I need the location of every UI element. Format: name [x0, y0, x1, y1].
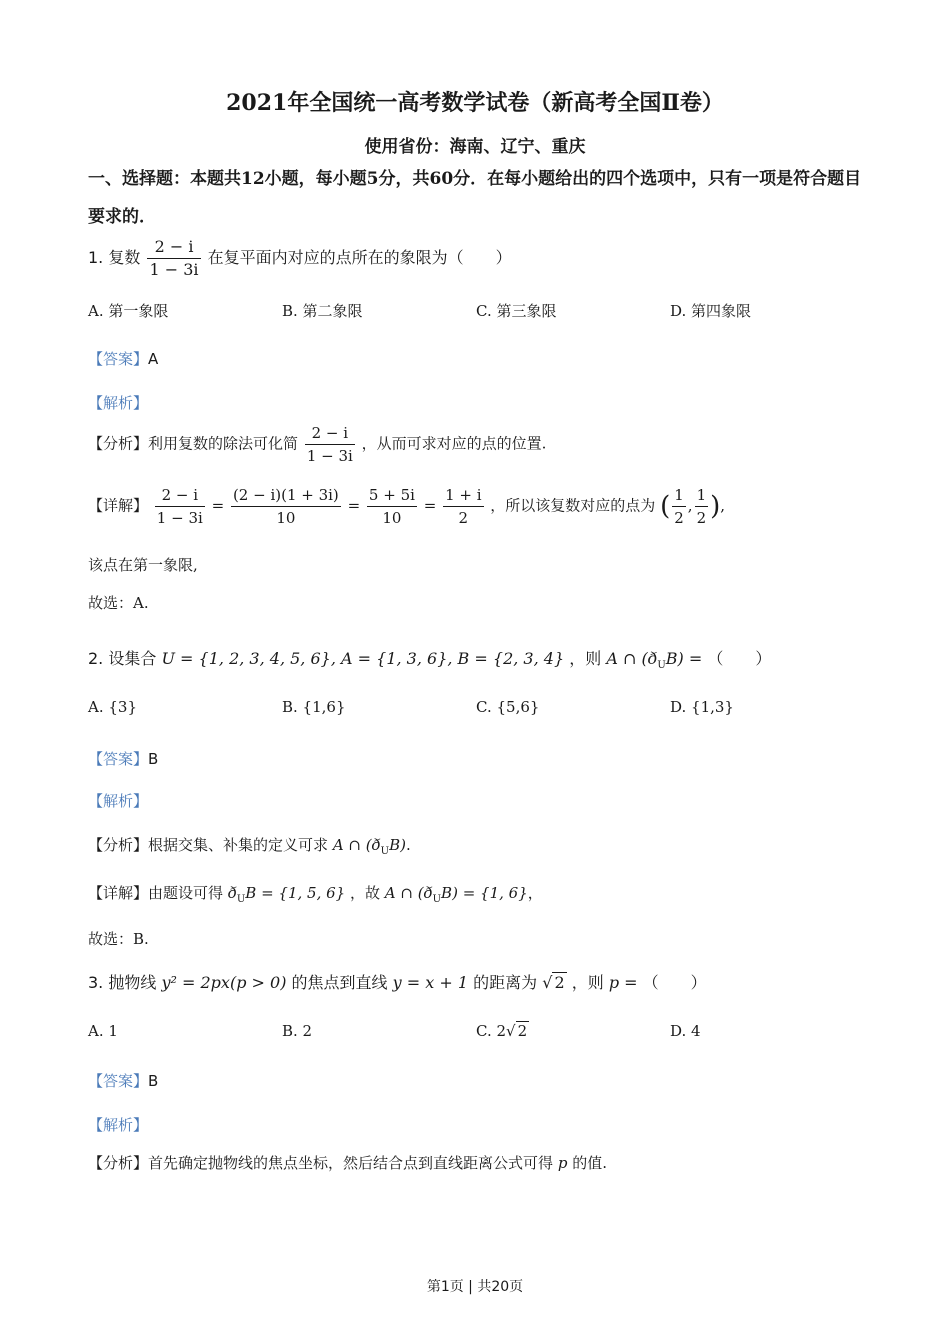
- option-b: B. 2: [282, 1022, 313, 1040]
- fraction-denominator: 10: [382, 509, 402, 527]
- question-number: 1.: [88, 248, 104, 267]
- paren-open: (: [660, 491, 671, 522]
- explain-tag: 【解析】: [88, 792, 149, 810]
- fraction: [231, 484, 341, 529]
- set-expression-tail: B): [389, 836, 406, 854]
- set-expression: A ∩ (ð: [384, 884, 433, 902]
- explain-tag: 【解析】: [88, 1116, 149, 1134]
- paren-close: ): [710, 491, 721, 522]
- question-prefix: 复数: [108, 248, 141, 267]
- fraction: [155, 484, 205, 529]
- option-b: B. {1,6}: [282, 698, 346, 716]
- fraction-numerator: (2 − i)(1 + 3i): [231, 484, 341, 507]
- fraction: [147, 236, 200, 281]
- equals-sign: =: [423, 496, 437, 515]
- analysis-line: [88, 1152, 607, 1173]
- choose-value: A.: [133, 594, 149, 612]
- fraction-denominator: 10: [276, 509, 296, 527]
- complement-result: B = {1, 5, 6}: [245, 884, 346, 902]
- fraction-numerator: 1: [672, 484, 686, 507]
- option-c: C. {5,6}: [476, 698, 540, 716]
- answer-line: [88, 348, 158, 369]
- fraction-numerator: 2 − i: [147, 236, 200, 259]
- set-expression: A ∩ (ð: [606, 649, 658, 668]
- page-title: 2021年全国统一高考数学试卷（新高考全国Ⅱ卷）: [226, 90, 724, 116]
- choose-value: B.: [133, 930, 149, 948]
- analysis-text: 利用复数的除法可化简: [148, 434, 299, 453]
- detail-line-2: 该点在第一象限,: [88, 556, 198, 574]
- detail-text-mid: ，故: [349, 884, 380, 902]
- fraction: [367, 484, 417, 529]
- complement-expression: ð: [227, 884, 237, 902]
- option-c: [476, 1022, 529, 1040]
- detail-line: 【详解】 $\frac{2 - i}{1 - 3i}$ = $\frac{(2 - i)(1 + 3i)}{10}$ = $\frac{5 + 5i}{10}$ = $\frac{1 + i}{2}$ ，所以该复数对应的点为 ( $\frac{1}{2}$ , $\frac{1}{2}$ ),: [88, 486, 726, 527]
- fraction-numerator: 2 − i: [155, 484, 205, 507]
- page-footer: 第1页 | 共20页: [426, 1279, 524, 1295]
- answer-line: [88, 748, 158, 769]
- answer-tag: 【答案】: [88, 750, 149, 768]
- analysis-text-end: ，从而可求对应的点的位置.: [361, 434, 547, 453]
- fraction-numerator: 2 − i: [305, 422, 355, 445]
- detail-tag: 【详解】: [88, 884, 149, 902]
- answer-value: B: [148, 1072, 159, 1090]
- question-paren: （ ）: [707, 649, 772, 668]
- sqrt-argument: 2: [554, 973, 565, 992]
- question-number: 2.: [88, 649, 104, 668]
- detail-text: ，所以该复数对应的点为: [490, 496, 656, 515]
- detail-text: 由题设可得: [148, 884, 224, 902]
- p-variable: p =: [608, 973, 638, 992]
- explain-tag: 【解析】: [88, 394, 149, 412]
- equals-sign: =: [211, 496, 225, 515]
- page-subtitle: 使用省份：海南、辽宁、重庆: [364, 137, 586, 157]
- analysis-text-end: .: [405, 836, 411, 854]
- fraction-denominator: 1 − 3i: [306, 447, 353, 465]
- detail-tag: 【详解】: [88, 496, 149, 515]
- answer-value: B: [148, 750, 159, 768]
- equals-sign: =: [347, 496, 361, 515]
- option-a: A. {3}: [88, 698, 137, 716]
- fraction-numerator: 5 + 5i: [367, 484, 417, 507]
- question-3: [88, 970, 707, 993]
- question-number: 3.: [88, 973, 104, 992]
- choose-line: [88, 592, 149, 613]
- answer-value: A: [148, 350, 159, 368]
- section-heading: 一、选择题：本题共12小题，每小题5分，共60分．在每小题给出的四个选项中，只有一项是符合题目要求的．: [88, 169, 862, 227]
- analysis-tag: 【分析】: [88, 1154, 149, 1172]
- question-prefix: 设集合: [108, 649, 157, 668]
- analysis-tag: 【分析】: [88, 836, 149, 854]
- detail-text-end: ，: [527, 884, 543, 902]
- sqrt-argument: 2: [517, 1022, 528, 1040]
- sqrt-expression: √ 2: [542, 973, 565, 992]
- analysis-tag: 【分析】: [88, 434, 149, 453]
- question-text-3: ，则: [571, 973, 604, 992]
- set-expression-tail: B) =: [665, 649, 703, 668]
- option-d: D. 4: [670, 1022, 701, 1040]
- question-suffix: 在复平面内对应的点所在的象限为（ ）: [207, 248, 512, 267]
- line-equation: y = x + 1: [392, 973, 469, 992]
- subscript: U: [236, 894, 246, 905]
- answer-tag: 【答案】: [88, 350, 149, 368]
- question-text-2: 的距离为: [473, 973, 538, 992]
- sqrt-expression: √ 2: [506, 1022, 528, 1040]
- fraction-denominator: 2: [696, 509, 707, 527]
- question-text: 的焦点到直线: [291, 973, 388, 992]
- option-a: A. 1: [88, 1022, 118, 1040]
- set-result: B) = {1, 6}: [441, 884, 528, 902]
- fraction-denominator: 1 − 3i: [156, 509, 203, 527]
- question-text: ，则: [569, 649, 602, 668]
- fraction-denominator: 2: [674, 509, 684, 527]
- question-1: [88, 236, 512, 281]
- fraction: [443, 484, 483, 529]
- fraction: [672, 484, 686, 529]
- choose-tag: 故选：: [88, 594, 134, 612]
- question-paren: （ ）: [642, 973, 707, 992]
- subscript: U: [432, 894, 442, 905]
- option-d: D. {1,3}: [670, 698, 734, 716]
- option-c: C. 第三象限: [476, 302, 557, 320]
- fraction: [305, 422, 355, 467]
- analysis-text-end: 的值.: [572, 1154, 607, 1172]
- option-d: D. 第四象限: [670, 302, 752, 320]
- analysis-text: 根据交集、补集的定义可求: [148, 836, 329, 854]
- analysis-text: 首先确定抛物线的焦点坐标，然后结合点到直线距离公式可得: [148, 1154, 554, 1172]
- parabola-equation: y² = 2px(p > 0): [161, 973, 287, 992]
- subscript: U: [380, 846, 390, 857]
- option-b: B. 第二象限: [282, 302, 363, 320]
- answer-tag: 【答案】: [88, 1072, 149, 1090]
- set-definitions: U = {1, 2, 3, 4, 5, 6}, A = {1, 3, 6}, B = {2, 3, 4}: [161, 649, 565, 668]
- p-variable: p: [557, 1154, 568, 1172]
- subscript: U: [657, 660, 666, 672]
- fraction-denominator: 1 − 3i: [149, 260, 199, 279]
- analysis-line: [88, 834, 411, 857]
- fraction-denominator: 2: [458, 509, 469, 527]
- set-expression: A ∩ (ð: [332, 836, 381, 854]
- question-2: [88, 646, 771, 671]
- fraction-numerator: 1: [695, 484, 709, 507]
- detail-line: [88, 882, 543, 905]
- choose-line: [88, 928, 149, 949]
- answer-line: [88, 1070, 158, 1091]
- option-a: A. 第一象限: [88, 302, 169, 320]
- choose-tag: 故选：: [88, 930, 134, 948]
- fraction: [695, 484, 709, 529]
- fraction-numerator: 1 + i: [443, 484, 483, 507]
- question-prefix: 抛物线: [108, 973, 157, 992]
- analysis-line: [88, 422, 546, 467]
- option-c-label: C. 2: [476, 1022, 507, 1040]
